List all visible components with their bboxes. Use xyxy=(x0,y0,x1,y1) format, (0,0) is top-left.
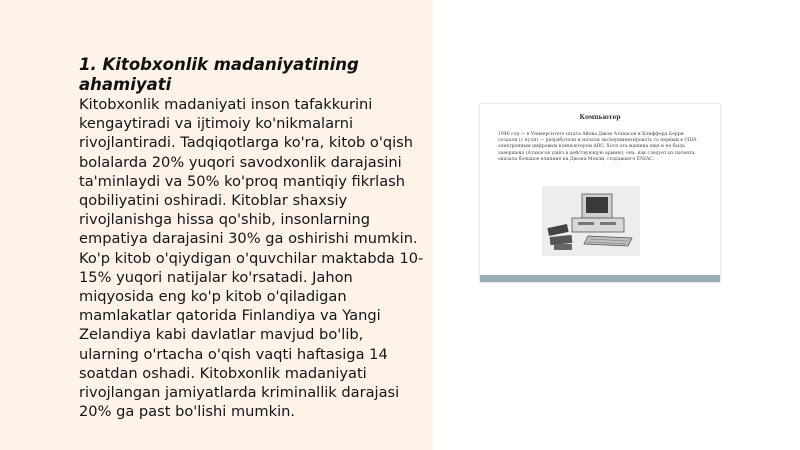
slide-body-text: Kitobxonlik madaniyati inson tafakkurini kengaytiradi va ijtimoiy ko'nikmalarni rivojlantiradi. Tadqiqotlarga ko'ra, kitob o'qish bolalarda 20% yuqori savodxonlik darajasini ta'minlaydi va 50% ko'proq mantiqiy fikrlash qobiliyatini oshiradi. Kitoblar shaxsiy rivojlanishga hissa qo'shib, insonlarning empatiya darajasini 30% ga oshirishi mumkin. Ko'p kitob o'qiydigan o'quvchilar maktabda 10-15% yuqori natijalar ko'rsatadi. Jahon miqyosida eng ko'p kitob o'qiladigan mamlakatlar qatorida Finlandiya va Yangi Zelandiya kabi davlatlar mavjud bo'lib, ularning o'rtacha o'qish vaqti haftasiga 14 soatdan oshadi. Kitobxonlik madaniyati rivojlangan jamiyatlarda kriminallik darajasi 20% ga past bo'lishi mumkin. xyxy=(79,96,424,421)
computer-illustration-card xyxy=(480,104,720,282)
illustration-text: 1940 год — в Университете штата Айова Джон Атанасов и Клиффорд Берри создали (с нуля) — разработали и начали экспериментировать со первым в США электронным цифровым компьютером ABC. Хотя эта машина еще и не была завершена (Атанасов ушёл в действующую армию), она, как следует из патента, оказала большое влияние на Джона Мокли, создавшего ENIAC. xyxy=(498,132,697,162)
illustration-heading: Компьютер xyxy=(579,114,621,121)
computer-photo xyxy=(542,186,640,256)
slide-title: 1. Kitobxonlik madaniyatining ahamiyati xyxy=(79,55,359,94)
illustration-bottom-bar xyxy=(480,275,720,282)
